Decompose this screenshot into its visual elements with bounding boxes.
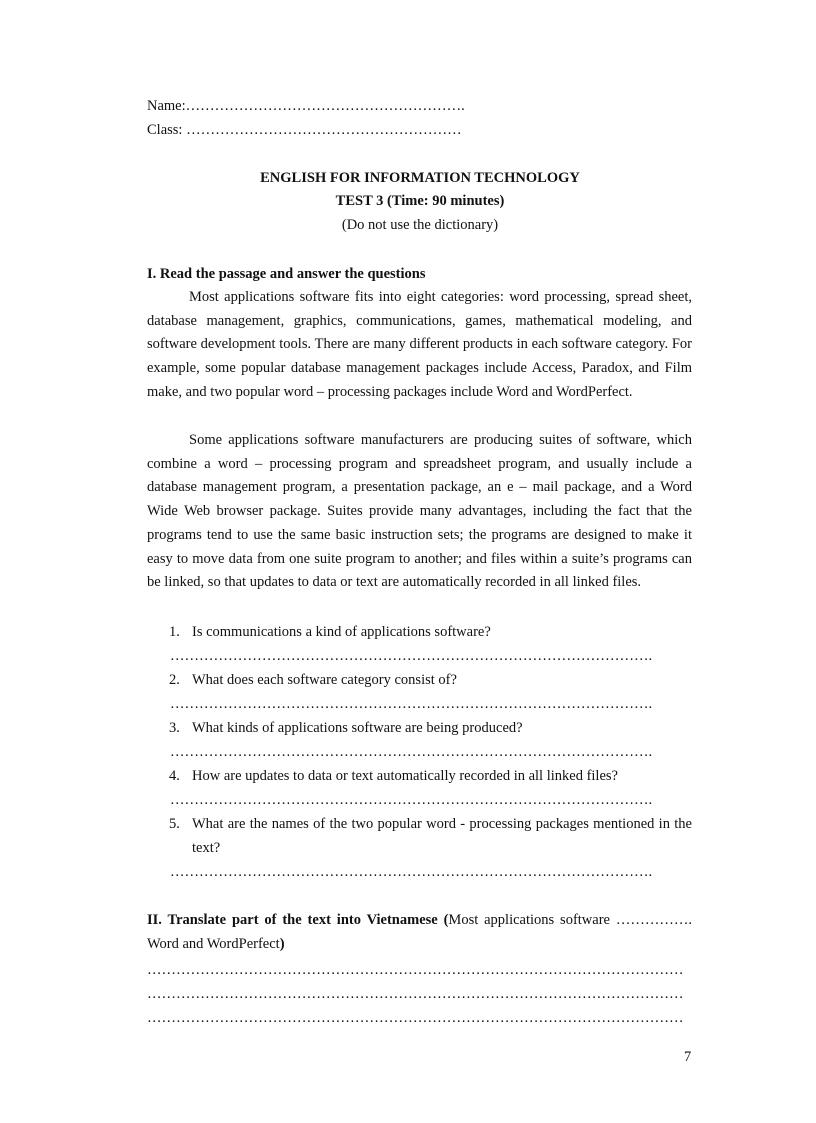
- question-text: How are updates to data or text automatically recorded in all linked files?: [192, 768, 618, 784]
- class-field-line: Class: …………………………………………………: [147, 122, 462, 138]
- answer-line-3[interactable]: ……………………………………………………………………………………….: [170, 744, 653, 760]
- answer-line-2[interactable]: ……………………………………………………………………………………….: [170, 696, 653, 712]
- section-2-heading-close: ): [279, 935, 285, 952]
- question-number: 2.: [169, 672, 180, 688]
- section-1-heading: I. Read the passage and answer the questions: [147, 266, 426, 282]
- translation-line-1[interactable]: …………………………………………………………………………………………………: [147, 962, 684, 978]
- question-text: What does each software category consist of?: [192, 672, 457, 688]
- question-number: 4.: [169, 768, 180, 784]
- question-text: What kinds of applications software are being produced?: [192, 720, 523, 736]
- question-text: Is communications a kind of applications software?: [192, 624, 491, 640]
- test-title: ENGLISH FOR INFORMATION TECHNOLOGY: [260, 170, 580, 186]
- question-number: 3.: [169, 720, 180, 736]
- question-number: 5.: [169, 816, 180, 832]
- test-instruction: (Do not use the dictionary): [341, 217, 499, 233]
- page-number: 7: [684, 1049, 692, 1065]
- section-2-heading: [147, 909, 692, 956]
- question-number: 1.: [169, 624, 180, 640]
- passage-paragraph-2: Some applications software manufacturers are producing suites of software, which combine a word – processing program and spreadsheet program, and usually include a database management program, a presentation package, an e – mail package, and a Word Wide Web browser package. Suites provide many advantages, including the fact that the programs tend to use the same basic instruction sets; the programs are designed to make it easy to move data from one suite program to another; and files within a suite’s programs can be linked, so that updates to data or text are automatically recorded in all linked files.: [147, 432, 692, 591]
- question-text: What are the names of the two popular word - processing packages mentioned in the text?: [192, 816, 692, 856]
- answer-line-4[interactable]: ……………………………………………………………………………………….: [170, 792, 653, 808]
- name-field-line: Name:………………………………………………….: [147, 98, 465, 114]
- answer-line-5[interactable]: ……………………………………………………………………………………….: [170, 864, 653, 880]
- answer-line-1[interactable]: ……………………………………………………………………………………….: [170, 648, 653, 664]
- section-2-heading-range: Most applications software ……………. Word and WordPerfect: [147, 912, 692, 952]
- section-2-heading-bold: II. Translate part of the text into Vietnamese (: [147, 912, 449, 928]
- passage-paragraph-1: Most applications software fits into eight categories: word processing, spread sheet, database management, graphics, communications, games, mathematical modeling, and software development tools. There are many different products in each software category. For example, some popular database management packages include Access, Paradox, and Film make, and two popular word – processing packages include Word and WordPerfect.: [147, 289, 692, 400]
- translation-line-2[interactable]: …………………………………………………………………………………………………: [147, 986, 684, 1002]
- test-subtitle: TEST 3 (Time: 90 minutes): [335, 193, 505, 209]
- translation-line-3[interactable]: …………………………………………………………………………………………………: [147, 1010, 684, 1026]
